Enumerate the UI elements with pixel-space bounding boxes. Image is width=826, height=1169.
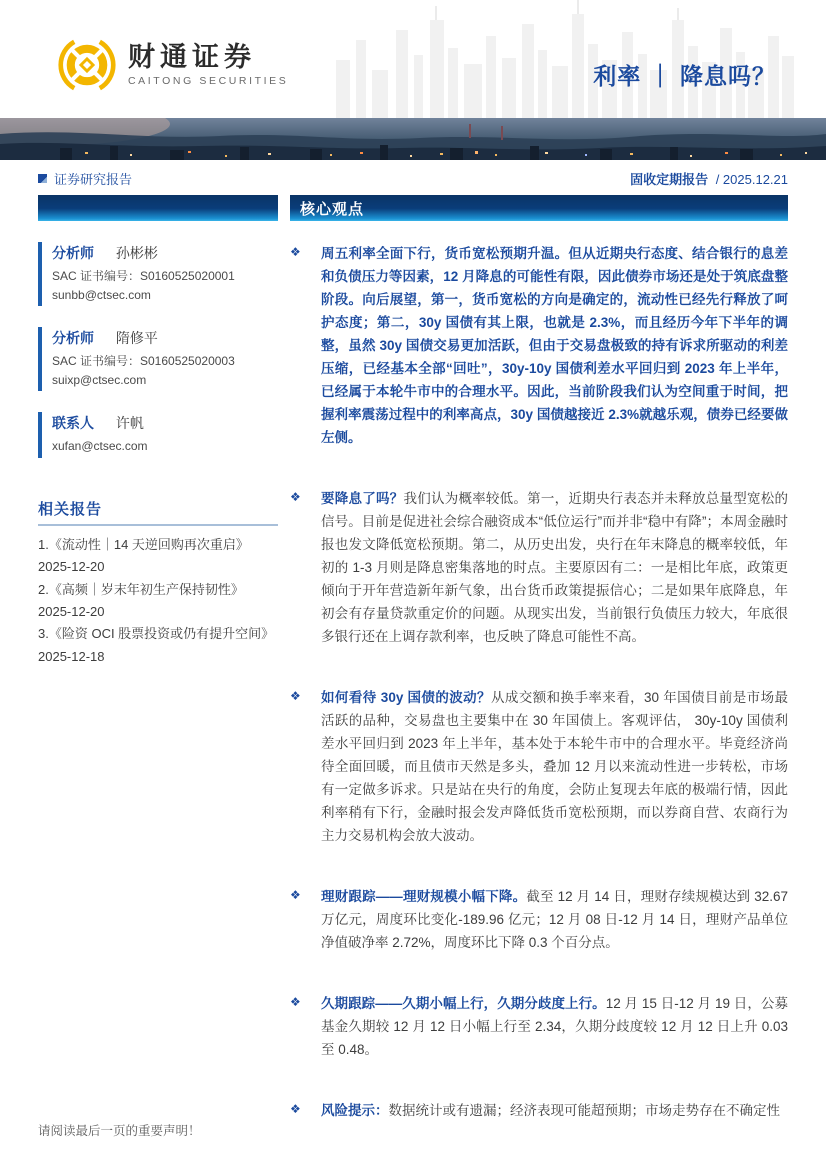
diamond-bullet-icon: ❖ xyxy=(290,490,301,504)
analyst-block xyxy=(38,327,278,391)
related-report-date: 2025-12-20 xyxy=(38,604,105,620)
square-bullet-icon xyxy=(38,174,47,183)
analyst-block xyxy=(38,242,278,306)
contact-role: 联系人 xyxy=(52,415,94,432)
disclaimer-footer: 请阅读最后一页的重要声明！ xyxy=(38,1124,201,1138)
report-type-date xyxy=(630,169,788,188)
brand-logo xyxy=(58,36,288,94)
core-viewpoints xyxy=(290,242,788,1160)
sidebar-header-bar xyxy=(38,195,278,221)
related-report-link[interactable] xyxy=(38,579,278,624)
brand-name-en: CAITONG SECURITIES xyxy=(128,75,289,88)
brand-name-cn: 财通证券 xyxy=(128,41,256,72)
report-label xyxy=(38,169,132,188)
risk-warning-text: 数据统计或有遗漏；经济表现可能超预期；市场走势存在不确定性 xyxy=(388,1103,780,1118)
contact-email: xufan@ctsec.com xyxy=(52,439,148,454)
viewpoint-text: 12 月 15 日-12 月 19 日，公募基金久期较 12 月 12 日小幅上行至 2.34，久期分歧度较 12 月 12 日上升 0.03 至 0.48。 xyxy=(321,996,788,1057)
viewpoint-lead: 理财跟踪——理财规模小幅下降。 xyxy=(321,889,527,904)
diamond-bullet-icon: ❖ xyxy=(290,1102,301,1116)
report-type-text: 固收定期报告 xyxy=(630,172,709,187)
analyst-name: 孙彬彬 xyxy=(115,245,158,261)
related-report-text[interactable]: 3.《险资 OCI 股票投资或仍有提升空间》 xyxy=(38,626,275,642)
viewpoint-lead: 如何看待 30y 国债的波动？ xyxy=(321,690,491,705)
related-reports xyxy=(38,498,278,668)
viewpoint-text: 从成交额和换手率来看，30 年国债目前是市场最活跃的品种，交易盘也主要集中在 30 年国债上。客观评估， 30y-10y 国债利差水平回归到 2023 年上半年，基本处于本轮牛市中的合理水平。毕竟经济尚待全面回暖，而且债市天然是多头，叠加 12 月以来流动性进一步转松，市场有一定做多诉求。只是站在央行的角度，会防止复现去年底的极端行情，因此利率稍有下行，金融时报会发声降低货币宽松预期，而以券商自营、农商行为主力交易机构会放大波动。 xyxy=(321,690,788,843)
section-title: 核心观点 xyxy=(300,200,365,218)
viewpoint-item xyxy=(290,885,788,954)
diamond-bullet-icon: ❖ xyxy=(290,888,301,902)
viewpoint-item xyxy=(290,487,788,648)
viewpoint-text: 截至 12 月 14 日，理财存续规模达到 32.67 万亿元，周度环比变化-189.96 亿元；12 月 08 日-12 月 14 日，理财产品单位净值破净率 2.72%，周度环比下降 0.3 个百分点。 xyxy=(321,889,788,950)
analyst-name: 隋修平 xyxy=(115,330,158,347)
section-bars xyxy=(0,195,826,221)
viewpoint-lead: 周五利率全面下行，货币宽松预期升温。但从近期央行态度、结合银行的息差和负债压力等因素，12 月降息的可能性有限，因此债券市场还是处于筑底盘整阶段。向后展望，第一，货币宽松的方向是确定的，流动性已经先行释放了呵护态度；第二，30y 国债有其上限，也就是 2.3%，而且经历今年下半年的调整，虽然 30y 国债交易更加活跃，但由于交易盘极致的持有诉求所驱动的利差压缩，已经基本全部“回吐”，30y-10y 国债利差水平回归到 2023 年上半年，已经属于本轮牛市中的合理水平。因此，当前阶段我们认为空间重于时间，把握利率震荡过程中的利率高点，30y 国债越接近 2.3%就越乐观，债券已经要做左侧。 xyxy=(321,246,788,445)
related-report-link[interactable] xyxy=(38,534,278,579)
related-report-date: 2025-12-18 xyxy=(38,648,105,664)
cityscape-banner-image xyxy=(0,118,826,160)
viewpoint-lead: 久期跟踪——久期小幅上行，久期分歧度上行。 xyxy=(321,996,606,1011)
brand-text xyxy=(128,43,288,88)
analyst-email: sunbb@ctsec.com xyxy=(52,287,151,302)
viewpoint-lead: 要降息了吗？ xyxy=(321,491,404,506)
analyst-role: 分析师 xyxy=(52,245,94,261)
page-title: 利率 ｜ 降息吗？ xyxy=(593,63,776,89)
related-report-text[interactable]: 2.《高频｜岁末年初生产保持韧性》 xyxy=(38,581,244,597)
related-reports-title: 相关报告 xyxy=(38,498,278,526)
diamond-bullet-icon: ❖ xyxy=(290,245,301,259)
related-report-text[interactable]: 1.《流动性｜14 天逆回购再次重启》 xyxy=(38,536,249,552)
related-report-date: 2025-12-20 xyxy=(38,559,105,575)
diamond-bullet-icon: ❖ xyxy=(290,995,301,1009)
contact-name: 许帆 xyxy=(115,415,144,432)
analyst-role: 分析师 xyxy=(52,330,94,347)
risk-warning-item xyxy=(290,1099,788,1122)
caitong-coin-icon xyxy=(58,36,116,94)
sidebar xyxy=(38,242,278,1160)
risk-warning-lead: 风险提示： xyxy=(321,1103,389,1118)
report-date-text: / 2025.12.21 xyxy=(715,172,788,187)
viewpoint-item xyxy=(290,242,788,449)
header xyxy=(0,0,826,118)
analyst-cert: SAC 证书编号：S0160525020001 xyxy=(52,269,235,283)
meta-row xyxy=(0,160,826,195)
analyst-email: suixp@ctsec.com xyxy=(52,372,147,387)
contact-block xyxy=(38,412,278,458)
section-title-bar xyxy=(290,195,788,221)
related-report-link[interactable] xyxy=(38,623,278,668)
report-label-text: 证券研究报告 xyxy=(54,172,133,187)
viewpoint-item xyxy=(290,686,788,847)
diamond-bullet-icon: ❖ xyxy=(290,689,301,703)
analyst-cert: SAC 证书编号：S0160525020003 xyxy=(52,354,235,369)
viewpoint-text: 我们认为概率较低。第一，近期央行表态并未释放总量型宽松的信号。目前是促进社会综合融资成本“低位运行”而并非“稳中有降”；本周金融时报也发文降低宽松预期。第二，从历史出发，央行在年末降息的概率较低，年初的 1-3 月则是降息密集落地的时点。主要原因有二：一是相比年底，政策更倾向于开年营造新年新气象，出台货币政策提振信心；二是如果年底降息，年初会有存量贷款重定价的问题。从现实出发，当前银行负债压力较大，年底很多银行还在上调存款利率，也反映了降息可能性不高。 xyxy=(321,491,789,644)
viewpoint-item xyxy=(290,992,788,1061)
